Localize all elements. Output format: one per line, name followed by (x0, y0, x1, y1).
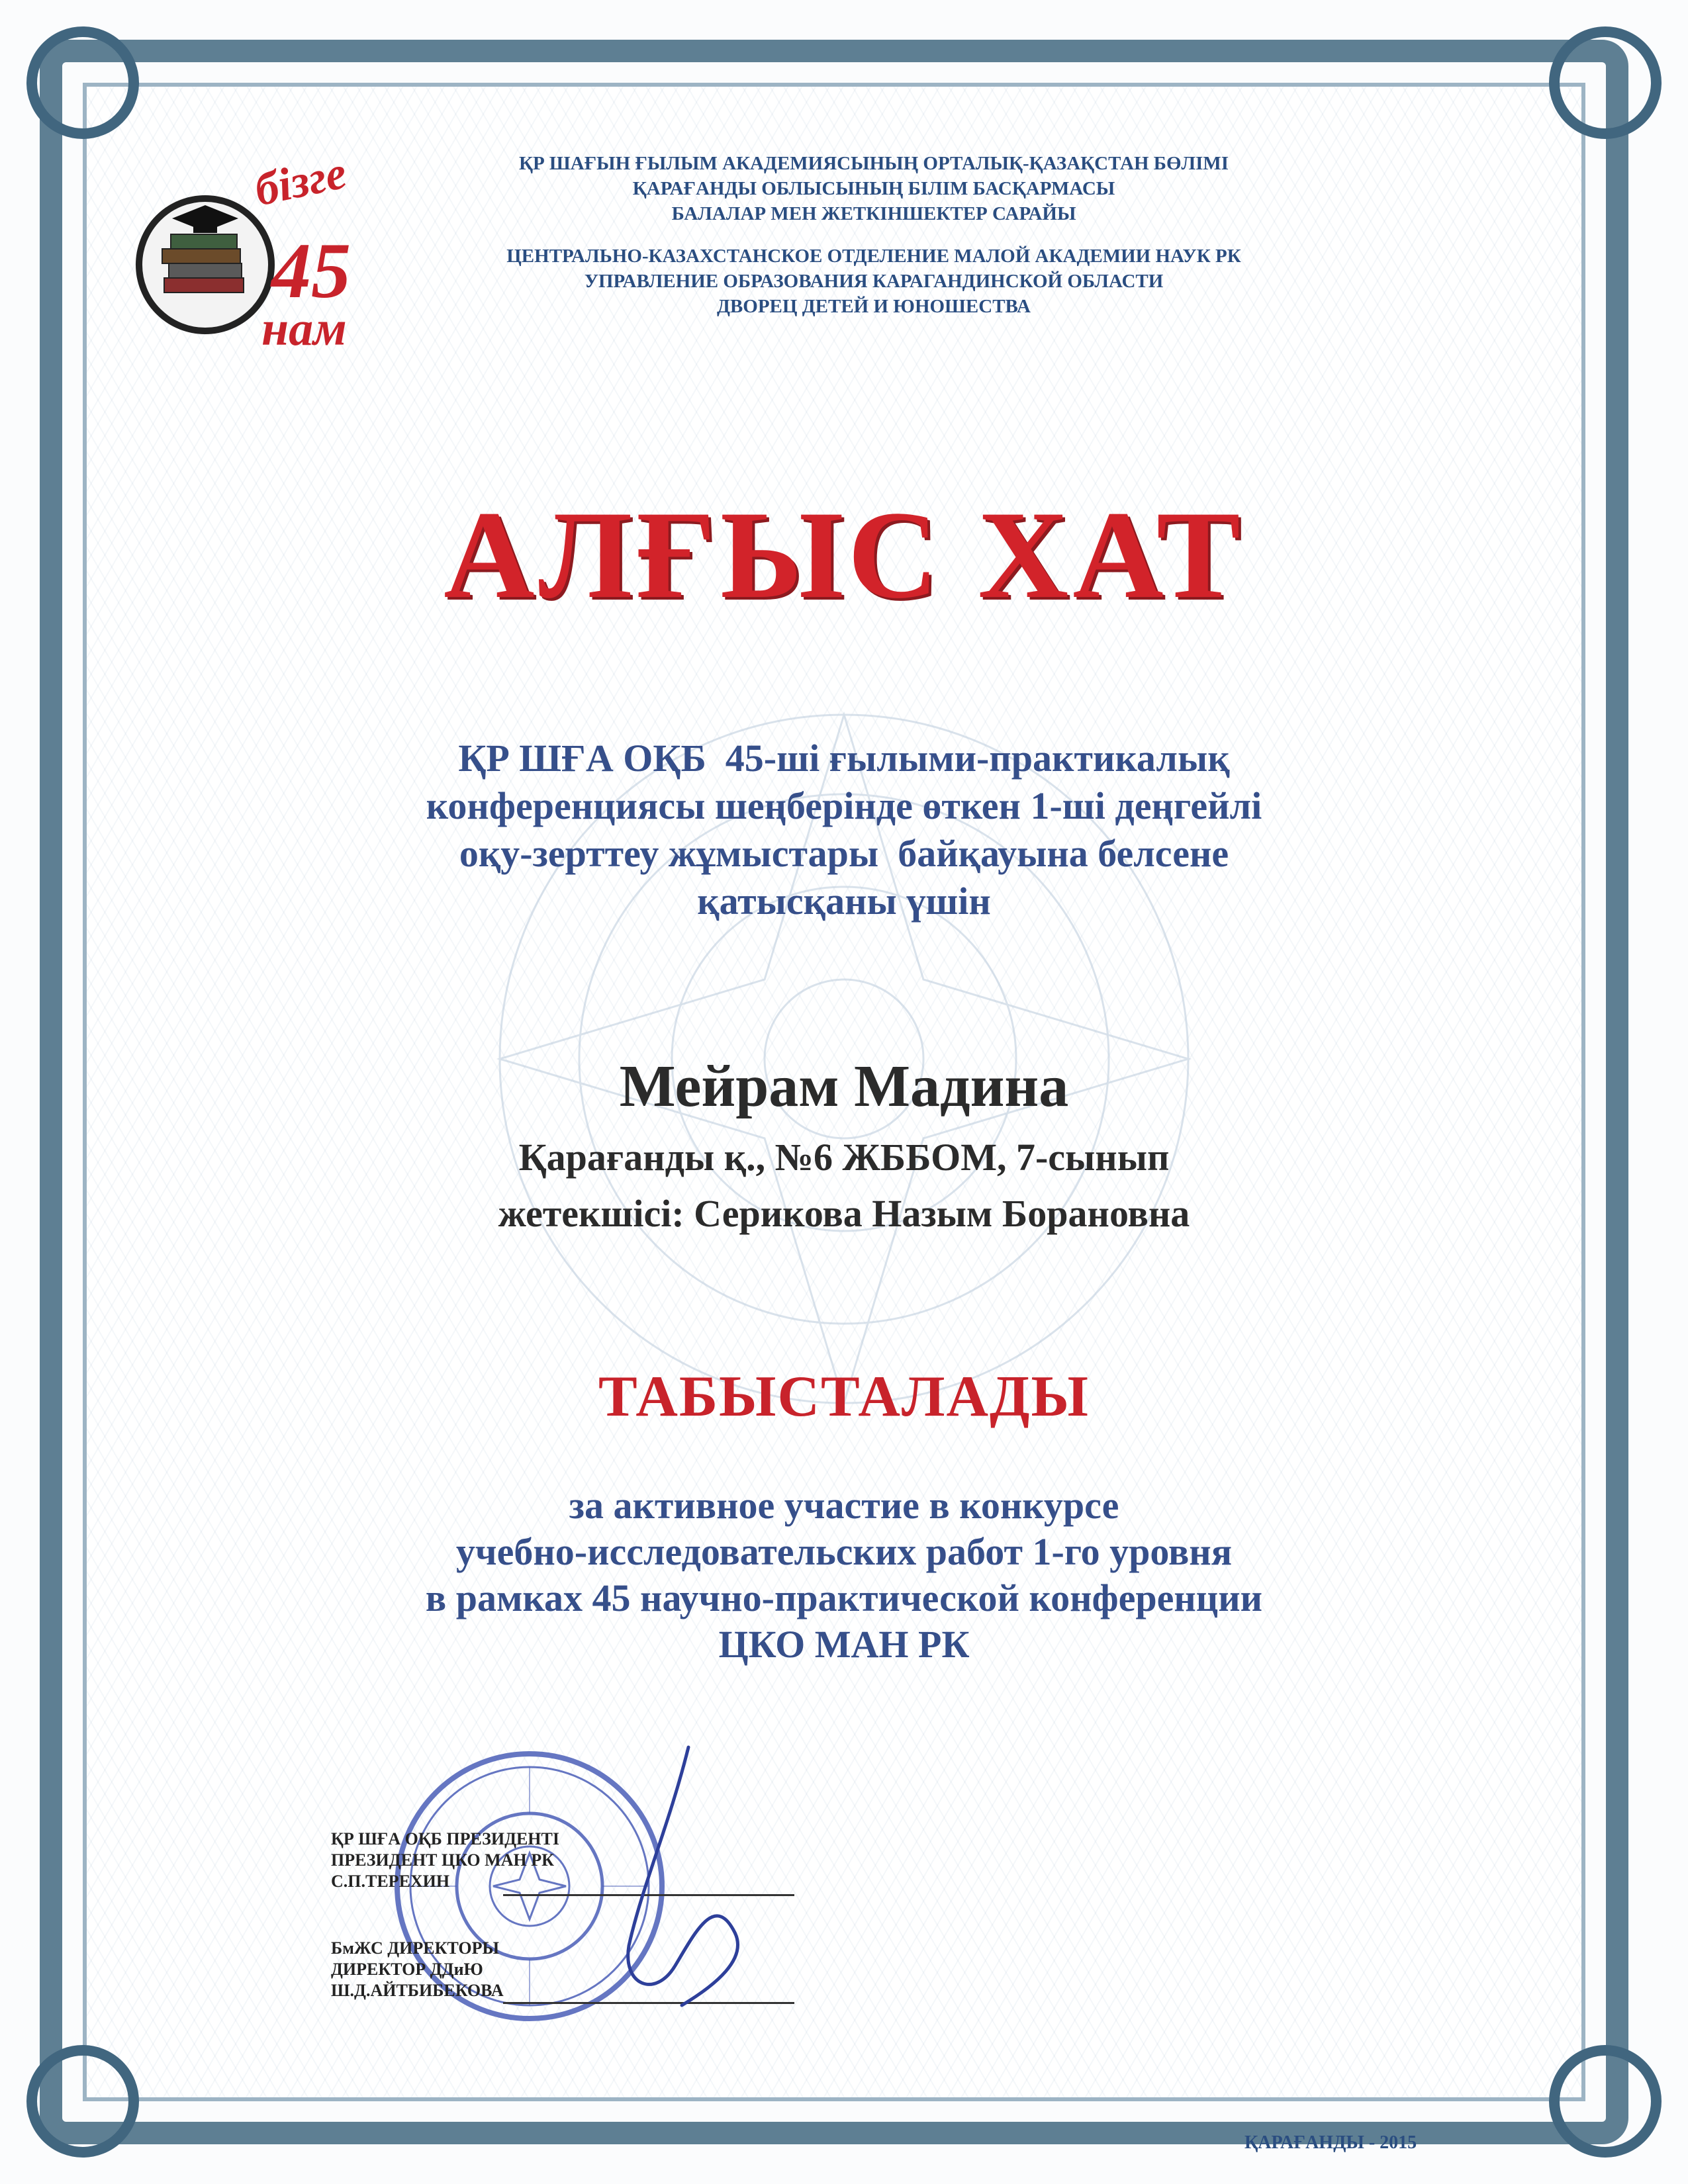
kz-paragraph-line: конференциясы шеңберінде өткен 1-ші деңгейлі (426, 784, 1262, 827)
recipient-supervisor: жетекшісі: Серикова Назым Борановна (498, 1192, 1190, 1235)
header-ru (371, 244, 1377, 319)
footer-place-year: ҚАРАҒАНДЫ - 2015 (1244, 2132, 1417, 2153)
header-kz-line: ҚАРАҒАНДЫ ОБЛЫСЫНЫҢ БІЛІМ БАСҚАРМАСЫ (632, 178, 1115, 199)
signature-line: С.П.ТЕРЕХИН (331, 1872, 450, 1891)
kz-paragraph (0, 735, 1688, 925)
header-kz-line: ҚР ШАҒЫН ҒЫЛЫМ АКАДЕМИЯСЫНЫҢ ОРТАЛЫҚ-ҚАЗАҚСТАН БӨЛІМІ (518, 153, 1229, 174)
header-ru-line: ДВОРЕЦ ДЕТЕЙ И ЮНОШЕСТВА (716, 296, 1031, 317)
header-ru-line: ЦЕНТРАЛЬНО-КАЗАХСТАНСКОЕ ОТДЕЛЕНИЕ МАЛОЙ АКАДЕМИИ НАУК РК (506, 246, 1241, 267)
corner-ornament-bottom-left (26, 2045, 139, 2158)
certificate-title: АЛҒЫС ХАТ (444, 486, 1244, 625)
handwritten-signature (583, 1734, 781, 2025)
corner-ornament-top-right (1549, 26, 1662, 139)
ru-paragraph-line: за активное участие в конкурсе (569, 1484, 1119, 1527)
header-ru-line: УПРАВЛЕНИЕ ОБРАЗОВАНИЯ КАРАГАНДИНСКОЙ ОБЛАСТИ (584, 271, 1164, 292)
header-kz (371, 151, 1377, 226)
signature-line: ПРЕЗИДЕНТ ЦКО МАН РК (331, 1850, 554, 1870)
logo-top-word: бізге (250, 147, 351, 216)
recipient-school: Қарағанды қ., №6 ЖББОМ, 7-сынып (518, 1136, 1170, 1179)
corner-ornament-bottom-right (1549, 2045, 1662, 2158)
signature-block-president (331, 1829, 559, 1892)
signature-line: ҚР ШҒА ОҚБ ПРЕЗИДЕНТІ (331, 1829, 559, 1848)
anniversary-logo (132, 147, 357, 364)
logo-bottom-word: нам (261, 302, 347, 356)
ru-paragraph-line: ЦКО МАН РК (718, 1623, 970, 1666)
kz-paragraph-line: ҚР ШҒА ОҚБ 45-ші ғылыми-практикалық (458, 737, 1230, 780)
kz-paragraph-line: қатысқаны үшін (697, 880, 991, 923)
header-kz-line: БАЛАЛАР МЕН ЖЕТКІНШЕКТЕР САРАЙЫ (671, 203, 1076, 224)
award-word: ТАБЫСТАЛАДЫ (598, 1365, 1090, 1429)
signature-line: ДИРЕКТОР ДДиЮ (331, 1960, 483, 1979)
signature-line: БмЖС ДИРЕКТОРЫ (331, 1938, 500, 1958)
corner-ornament-top-left (26, 26, 139, 139)
ru-paragraph-line: учебно-исследовательских работ 1-го уровня (455, 1530, 1233, 1573)
signature-block-director (331, 1938, 504, 2001)
signature-line: Ш.Д.АЙТБИБЕКОВА (331, 1981, 504, 2000)
ru-paragraph-line: в рамках 45 научно-практической конференции (425, 1576, 1263, 1619)
ru-paragraph (0, 1482, 1688, 1668)
recipient-name: Мейрам Мадина (619, 1054, 1069, 1119)
logo-number: 45 (271, 226, 351, 314)
kz-paragraph-line: оқу-зерттеу жұмыстары байқауына белсене (459, 832, 1229, 875)
